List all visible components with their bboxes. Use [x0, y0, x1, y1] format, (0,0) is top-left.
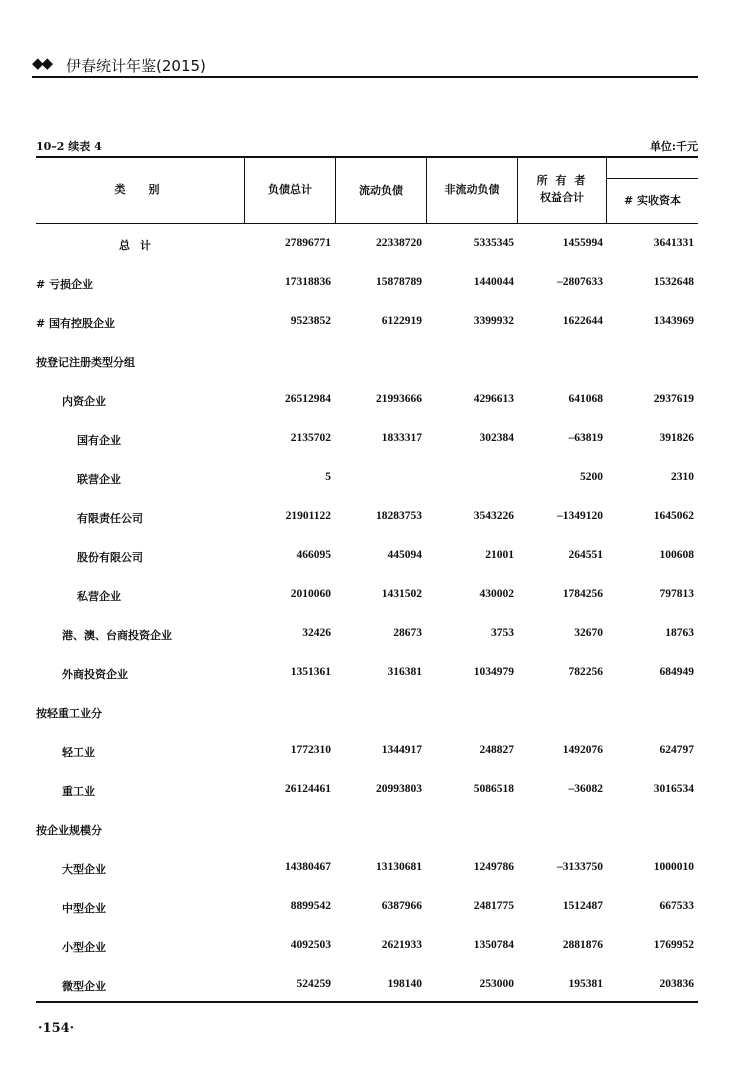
cell-noncurrent-liabilities: 21001	[485, 549, 514, 561]
row-label: 按企业规模分	[36, 824, 102, 837]
diamond-bullets-icon: ◆◆	[32, 54, 52, 72]
row-label: 私营企业	[77, 590, 121, 603]
cell-owners-equity: –3133750	[557, 861, 603, 873]
cell-paid-in-capital: 1645062	[653, 510, 694, 522]
cell-noncurrent-liabilities: 4296613	[473, 393, 514, 405]
row-label: 微型企业	[62, 980, 106, 993]
cell-noncurrent-liabilities: 302384	[479, 432, 514, 444]
cell-paid-in-capital: 1769952	[653, 939, 694, 951]
cell-owners-equity: 264551	[568, 549, 603, 561]
cell-current-liabilities: 1431502	[381, 588, 422, 600]
table-row	[36, 936, 698, 956]
cell-paid-in-capital: 667533	[659, 900, 694, 912]
table-header-rule	[36, 223, 698, 224]
cell-noncurrent-liabilities: 5335345	[473, 237, 514, 249]
row-label: 外商投资企业	[62, 668, 128, 681]
cell-paid-in-capital: 3641331	[653, 237, 694, 249]
table-row	[36, 273, 698, 293]
cell-paid-in-capital: 100608	[659, 549, 694, 561]
header-owners-equity-line1: 所 有 者	[536, 174, 588, 187]
cell-owners-equity: –1349120	[557, 510, 603, 522]
cell-paid-in-capital: 1000010	[653, 861, 694, 873]
page-number: ·154·	[38, 1021, 75, 1036]
table-bottom-rule	[36, 1001, 698, 1003]
row-label: 按轻重工业分	[36, 707, 102, 720]
table-row	[36, 741, 698, 761]
table-row	[36, 624, 698, 644]
cell-total-liabilities: 9523852	[290, 315, 331, 327]
cell-owners-equity: 1512487	[562, 900, 603, 912]
cell-current-liabilities: 22338720	[376, 237, 422, 249]
header-noncurrent-liabilities: 非流动负债	[444, 183, 500, 196]
table-row	[36, 897, 698, 917]
header-category: 类 别	[114, 183, 166, 196]
cell-owners-equity: –63819	[568, 432, 603, 444]
cell-owners-equity: 195381	[568, 978, 603, 990]
table-row	[36, 429, 698, 449]
table-top-rule	[36, 156, 698, 158]
cell-total-liabilities: 466095	[296, 549, 331, 561]
header-paid-in-capital: # 实收资本	[623, 194, 682, 207]
cell-current-liabilities: 18283753	[376, 510, 422, 522]
header-total-liabilities: 负债总计	[268, 183, 312, 196]
cell-current-liabilities: 28673	[393, 627, 422, 639]
cell-owners-equity: –36082	[568, 783, 603, 795]
cell-current-liabilities: 198140	[387, 978, 422, 990]
cell-noncurrent-liabilities: 1440044	[473, 276, 514, 288]
cell-paid-in-capital: 1343969	[653, 315, 694, 327]
cell-noncurrent-liabilities: 3543226	[473, 510, 514, 522]
cell-noncurrent-liabilities: 1350784	[473, 939, 514, 951]
row-label: 大型企业	[62, 863, 106, 876]
cell-owners-equity: 2881876	[562, 939, 603, 951]
cell-current-liabilities: 6122919	[381, 315, 422, 327]
header-owners-equity-line2: 权益合计	[540, 191, 584, 204]
row-label: 中型企业	[62, 902, 106, 915]
cell-total-liabilities: 8899542	[290, 900, 331, 912]
header-rule	[32, 76, 698, 78]
row-label: 按登记注册类型分组	[36, 356, 135, 369]
cell-paid-in-capital: 2937619	[653, 393, 694, 405]
cell-owners-equity: 1622644	[562, 315, 603, 327]
cell-total-liabilities: 26124461	[285, 783, 331, 795]
cell-total-liabilities: 27896771	[285, 237, 331, 249]
cell-noncurrent-liabilities: 1249786	[473, 861, 514, 873]
cell-paid-in-capital: 18763	[665, 627, 694, 639]
row-label: # 国有控股企业	[36, 317, 116, 330]
subcolumn-rule	[606, 178, 698, 179]
cell-paid-in-capital: 2310	[671, 471, 694, 483]
cell-noncurrent-liabilities: 3399932	[473, 315, 514, 327]
row-label: 总计	[119, 239, 161, 252]
row-label: 内资企业	[62, 395, 106, 408]
row-label: 国有企业	[77, 434, 121, 447]
table-row	[36, 858, 698, 878]
cell-paid-in-capital: 391826	[659, 432, 694, 444]
cell-noncurrent-liabilities: 5086518	[473, 783, 514, 795]
cell-noncurrent-liabilities: 1034979	[473, 666, 514, 678]
cell-owners-equity: 1784256	[562, 588, 603, 600]
row-label: 股份有限公司	[77, 551, 143, 564]
cell-owners-equity: –2807633	[557, 276, 603, 288]
table-row	[36, 585, 698, 605]
table-row	[36, 312, 698, 332]
column-divider	[606, 156, 607, 223]
cell-noncurrent-liabilities: 253000	[479, 978, 514, 990]
table-row	[36, 546, 698, 566]
table-row	[36, 468, 698, 488]
table-row	[36, 780, 698, 800]
cell-total-liabilities: 14380467	[285, 861, 331, 873]
row-label: 联营企业	[77, 473, 121, 486]
cell-owners-equity: 641068	[568, 393, 603, 405]
cell-current-liabilities: 20993803	[376, 783, 422, 795]
cell-current-liabilities: 445094	[387, 549, 422, 561]
cell-current-liabilities: 13130681	[376, 861, 422, 873]
table-row	[36, 819, 698, 839]
table-row	[36, 702, 698, 722]
cell-total-liabilities: 4092503	[290, 939, 331, 951]
cell-total-liabilities: 1772310	[290, 744, 331, 756]
cell-total-liabilities: 2010060	[290, 588, 331, 600]
cell-current-liabilities: 6387966	[381, 900, 422, 912]
cell-paid-in-capital: 797813	[659, 588, 694, 600]
cell-owners-equity: 1455994	[562, 237, 603, 249]
table-row	[36, 975, 698, 995]
cell-current-liabilities: 2621933	[381, 939, 422, 951]
cell-noncurrent-liabilities: 248827	[479, 744, 514, 756]
book-title: 伊春统计年鉴(2015)	[66, 57, 206, 75]
row-label: 轻工业	[62, 746, 95, 759]
cell-noncurrent-liabilities: 3753	[491, 627, 514, 639]
cell-paid-in-capital: 684949	[659, 666, 694, 678]
unit-label: 单位:千元	[649, 140, 698, 153]
cell-owners-equity: 32670	[574, 627, 603, 639]
cell-current-liabilities: 316381	[387, 666, 422, 678]
cell-owners-equity: 5200	[580, 471, 603, 483]
cell-paid-in-capital: 203836	[659, 978, 694, 990]
cell-paid-in-capital: 624797	[659, 744, 694, 756]
table-row	[36, 507, 698, 527]
cell-owners-equity: 782256	[568, 666, 603, 678]
row-label: 重工业	[62, 785, 95, 798]
cell-total-liabilities: 17318836	[285, 276, 331, 288]
table-row	[36, 234, 698, 254]
cell-total-liabilities: 2135702	[290, 432, 331, 444]
row-label: 有限责任公司	[77, 512, 143, 525]
table-row	[36, 351, 698, 371]
cell-current-liabilities: 1833317	[381, 432, 422, 444]
cell-total-liabilities: 524259	[296, 978, 331, 990]
cell-noncurrent-liabilities: 430002	[479, 588, 514, 600]
row-label: # 亏损企业	[36, 278, 94, 291]
cell-current-liabilities: 21993666	[376, 393, 422, 405]
cell-total-liabilities: 21901122	[285, 510, 331, 522]
cell-total-liabilities: 26512984	[285, 393, 331, 405]
data-table	[36, 156, 698, 1006]
header-current-liabilities: 流动负债	[359, 184, 403, 197]
cell-paid-in-capital: 3016534	[653, 783, 694, 795]
cell-paid-in-capital: 1532648	[653, 276, 694, 288]
cell-owners-equity: 1492076	[562, 744, 603, 756]
table-id: 10–2 续表 4	[36, 140, 102, 153]
row-label: 小型企业	[62, 941, 106, 954]
cell-total-liabilities: 32426	[302, 627, 331, 639]
cell-current-liabilities: 15878789	[376, 276, 422, 288]
table-row	[36, 663, 698, 683]
table-row	[36, 390, 698, 410]
cell-total-liabilities: 5	[325, 471, 331, 483]
cell-current-liabilities: 1344917	[381, 744, 422, 756]
cell-total-liabilities: 1351361	[290, 666, 331, 678]
running-header	[32, 54, 698, 76]
row-label: 港、澳、台商投资企业	[62, 629, 172, 642]
cell-noncurrent-liabilities: 2481775	[473, 900, 514, 912]
